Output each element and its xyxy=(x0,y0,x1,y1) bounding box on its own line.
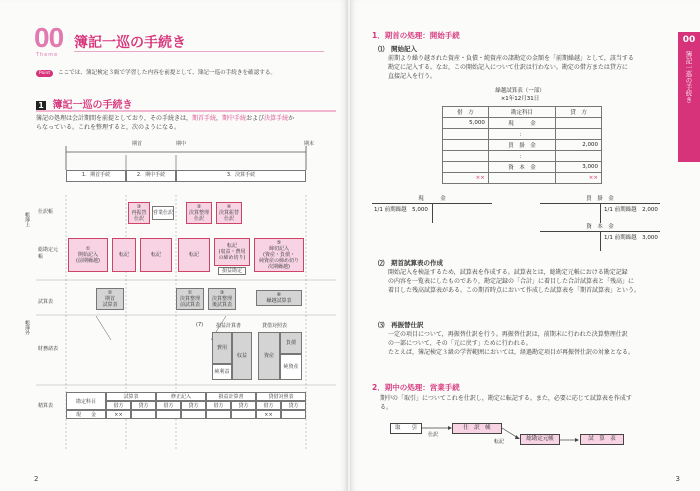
box-post-2: 転記 xyxy=(140,238,172,272)
table-row xyxy=(443,151,602,162)
ws-r4 xyxy=(181,410,206,419)
flow-label-journalize: 仕訳 xyxy=(428,432,439,438)
ws-h2: 修正記入 xyxy=(156,392,206,401)
ledger-payable-row xyxy=(540,204,660,213)
tb-cell: 資 本 金 xyxy=(488,162,555,173)
side-outside: 帳簿外 xyxy=(24,320,30,335)
tb-title: 繰越試算表（一部） xyxy=(495,88,545,94)
ledger-payable xyxy=(540,194,660,213)
heading-opening-record: ⑴ 開始記入 xyxy=(378,45,417,53)
heading-opening: 1．期首の処理：開始手続 xyxy=(372,31,460,40)
row-ledger: 総勘定元帳 xyxy=(38,247,59,260)
ws-s7: 貸方 xyxy=(281,401,306,410)
para-reversing xyxy=(388,330,668,357)
hl-mid: 期中手続 xyxy=(222,115,247,122)
hl-start: 期首手続 xyxy=(192,115,217,122)
ledger-capital-entry: 1/1 前期繰越 3,000 xyxy=(604,235,658,241)
tab-number: 00 xyxy=(682,35,696,45)
tb-cell xyxy=(443,129,489,140)
ws-r3 xyxy=(156,410,181,419)
ws-r6 xyxy=(231,410,256,419)
tb-cell xyxy=(443,151,489,162)
intro xyxy=(36,68,276,77)
tb-cell xyxy=(443,140,489,151)
body-sep: ， xyxy=(216,115,223,122)
flow-transaction: 取 引 xyxy=(390,423,422,434)
flow-trial-balance: 試 算 表 xyxy=(580,434,624,445)
body-and: および xyxy=(246,115,265,122)
p1-line2: 勘定に記入する。なお，この開始記入について仕訳は行わない。勘定の借方または貸方に xyxy=(388,64,628,71)
body-end: か xyxy=(288,115,295,122)
tb-date: ×1年12月31日 xyxy=(500,96,540,102)
p2-line2: の内容を一覧表にしたものであり，勘定記録の「合計」に着目した合計試算表と「残高」に xyxy=(388,278,635,285)
tb-cell xyxy=(556,118,602,129)
business-flow xyxy=(390,420,630,450)
p2-line1: 開始記入を検証するため，試算表を作成する。試算表とは，総勘定元帳における勘定記録 xyxy=(388,269,628,276)
worksheet-table xyxy=(66,392,306,419)
ws-r0: 現 金 xyxy=(66,410,106,419)
table-row xyxy=(443,118,602,129)
tb-cell: 3,000 xyxy=(556,162,602,173)
para-opening-ts xyxy=(388,268,668,295)
ledger-cash-entry: 1/1 前期繰越 5,000 xyxy=(374,207,428,213)
box-post-4: 転記 (収益・費用 の締め切り) xyxy=(214,238,250,266)
ws-s2: 借方 xyxy=(156,401,181,410)
box-opening-ts: ② 期首 試算表 xyxy=(96,288,124,310)
box-income-summary: 損益勘定 xyxy=(218,267,246,275)
ws-s3: 貸方 xyxy=(181,401,206,410)
flow-journal: 仕 訳 帳 xyxy=(452,423,502,434)
p2-line3: 着目した残高試算表がある。この期首時点において作成した試算表を「期首試算表」という。 xyxy=(388,287,641,294)
ledger-capital xyxy=(540,222,660,241)
box-pre-adjust-ts: ① 決算整理 前試算表 xyxy=(176,288,204,310)
ws-r5 xyxy=(206,410,231,419)
ws-h1: 試算表 xyxy=(106,392,156,401)
ws-r2 xyxy=(131,410,156,419)
ledger-capital-row xyxy=(540,232,660,241)
p4-line1: 期中の「取引」についてこれを仕訳し，勘定に転記する。また，必要に応じて試算表を作成す xyxy=(380,395,632,402)
table-row xyxy=(443,140,602,151)
term-start: 期首 xyxy=(132,141,143,147)
para-opening xyxy=(388,54,668,81)
p1-line3: 直接記入を行う。 xyxy=(388,73,437,80)
tb-cell: ×× xyxy=(443,173,489,184)
ws-s4: 借方 xyxy=(206,401,231,410)
tb-cell xyxy=(443,162,489,173)
tb-cell: 5,000 xyxy=(443,118,489,129)
ws-s0: 借方 xyxy=(106,401,131,410)
fs-number: (7) xyxy=(196,322,204,328)
box-business-entry: 営業仕訳 xyxy=(152,206,174,220)
section-number: 1 xyxy=(36,101,46,111)
box-post-1: 転記 xyxy=(112,238,136,272)
ledger-cash xyxy=(372,194,492,213)
box-carryforward-ts: ⑥ 繰越試算表 xyxy=(256,290,302,306)
tb-cell xyxy=(556,129,602,140)
title-underline xyxy=(74,51,324,52)
page-number-right: 3 xyxy=(675,475,680,483)
heading-reversing: ⑶ 再振替仕訳 xyxy=(378,321,424,329)
ws-s5: 貸方 xyxy=(231,401,256,410)
intro-badge: Point xyxy=(36,70,53,77)
ledger-cash-title: 現 金 xyxy=(372,194,492,204)
tb-cell: 2,000 xyxy=(556,140,602,151)
ledger-payable-title: 買 掛 金 xyxy=(540,194,660,204)
bs-liability: 負債 xyxy=(280,332,302,354)
p1-line1: 前期より繰り越された資産・負債・純資産の諸勘定の金額を「前期繰越」として，該当する xyxy=(388,55,634,62)
page-title: 簿記一巡の手続き xyxy=(74,35,186,51)
ledger-payable-entry: 1/1 前期繰越 2,000 xyxy=(604,207,658,213)
flow-ledger: 総勘定元帳 xyxy=(520,434,560,445)
pl-net-income: 純利益 xyxy=(212,364,232,380)
chapter-number: 00 xyxy=(34,22,64,53)
body-line2: らなっている。これを整理すると，次のようになる。 xyxy=(36,124,181,131)
tb-caption xyxy=(460,86,580,102)
pl-revenue: 収益 xyxy=(232,332,252,380)
phase-closing: 3．決算手続 xyxy=(176,170,306,182)
para-business xyxy=(380,394,670,412)
ws-r1: ×× xyxy=(106,410,131,419)
ws-s1: 貸方 xyxy=(131,401,156,410)
tb-cell: ： xyxy=(488,129,555,140)
phase-opening: 1．期首手続 xyxy=(66,170,126,182)
tb-h1: 勘定科目 xyxy=(488,107,555,118)
pl-expense: 費用 xyxy=(212,332,232,364)
tb-cell: 買 掛 金 xyxy=(488,140,555,151)
box-post-adjust-ts: ③ 決算整理 後試算表 xyxy=(208,288,236,310)
table-row xyxy=(443,162,602,173)
p3-line1: 一定の項目について，再振替仕訳を行う。再振替仕訳は，前期末に行われた決算整理仕訳 xyxy=(388,331,628,338)
p3-line2: の一部について，その「元に戻す」ために行われる。 xyxy=(388,340,532,347)
box-closing-record: ⑤ 締切記入 (資産・負債・ 純資産の締め切り 次期繰越) xyxy=(254,238,304,272)
box-closing-entry: ④ 決算振替 仕訳 xyxy=(216,202,242,224)
intro-text: ここでは、簿記検定３級で学習した内容を前提として、簿記一巡の手続きを確認する。 xyxy=(57,70,277,76)
tb-cell: 現 金 xyxy=(488,118,555,129)
hl-end: 決算手続 xyxy=(264,115,289,122)
row-journal: 仕訳帳 xyxy=(38,209,54,215)
heading-opening-ts: ⑵ 期首試算表の作成 xyxy=(378,259,443,267)
tb-h2: 貸 方 xyxy=(556,107,602,118)
phase-business: 2．期中手続 xyxy=(126,170,176,182)
body-paragraph xyxy=(36,114,336,132)
p4-line2: る。 xyxy=(380,404,393,411)
table-row xyxy=(443,173,602,184)
heading-business: 2．期中の処理：営業手続 xyxy=(372,383,460,392)
tb-cell: ×× xyxy=(556,173,602,184)
left-page xyxy=(0,0,348,491)
fs-pl-title: 損益計算書 xyxy=(216,323,242,329)
box-opening-record: ① 開始記入 (前期繰越) xyxy=(68,238,108,272)
bs-equity: 純資産 xyxy=(280,354,302,380)
bs-asset: 資産 xyxy=(258,332,280,380)
term-end: 期末 xyxy=(304,141,315,147)
tb-cell xyxy=(556,151,602,162)
box-post-3: 転記 xyxy=(178,238,210,272)
ledger-cash-row xyxy=(372,204,492,213)
ledger-capital-title: 資 本 金 xyxy=(540,222,660,232)
row-worksheet: 精算表 xyxy=(38,403,54,409)
term-mid: 期中 xyxy=(176,141,187,147)
row-fs: 財務諸表 xyxy=(38,346,59,352)
section-rule xyxy=(36,110,336,112)
ws-r8 xyxy=(281,410,306,419)
chapter-tab[interactable] xyxy=(678,32,700,162)
tab-text: 簿記一巡の手続き xyxy=(684,51,693,103)
ws-h4: 貸借対照表 xyxy=(256,392,306,401)
theme-label: Theme xyxy=(36,52,59,58)
side-books: 帳簿上 xyxy=(24,212,30,227)
carryforward-trial-balance xyxy=(442,106,602,184)
body-text: 簿記の処理は会計期間を前提としており，その手続きは， xyxy=(36,115,193,122)
section-title: 簿記一巡の手続き xyxy=(52,100,133,111)
table-row xyxy=(443,129,602,140)
p3-line3: たとえば，簿記検定３級の学習範囲においては，経過勘定項目が再振替仕訳の対象となる。 xyxy=(388,349,635,356)
box-adjust-entry: ③ 決算整理 仕訳 xyxy=(186,202,212,224)
fs-bs-title: 貸借対照表 xyxy=(262,323,288,329)
procedure-diagram xyxy=(24,140,336,470)
ws-r7: ×× xyxy=(256,410,281,419)
ws-s6: 借方 xyxy=(256,401,281,410)
row-trial: 試算表 xyxy=(38,299,54,305)
tb-cell: ： xyxy=(488,151,555,162)
tb-h0: 借 方 xyxy=(443,107,489,118)
ws-h3: 損益計算書 xyxy=(206,392,256,401)
page-number-left: 2 xyxy=(34,475,39,483)
right-page xyxy=(350,0,700,491)
box-reopen-entry: ③ 再振替 仕訳 xyxy=(128,202,150,224)
flow-label-post: 転記 xyxy=(494,439,505,445)
ws-h0: 勘定科目 xyxy=(66,392,106,410)
section-heading xyxy=(36,96,132,111)
tb-cell xyxy=(488,173,555,184)
